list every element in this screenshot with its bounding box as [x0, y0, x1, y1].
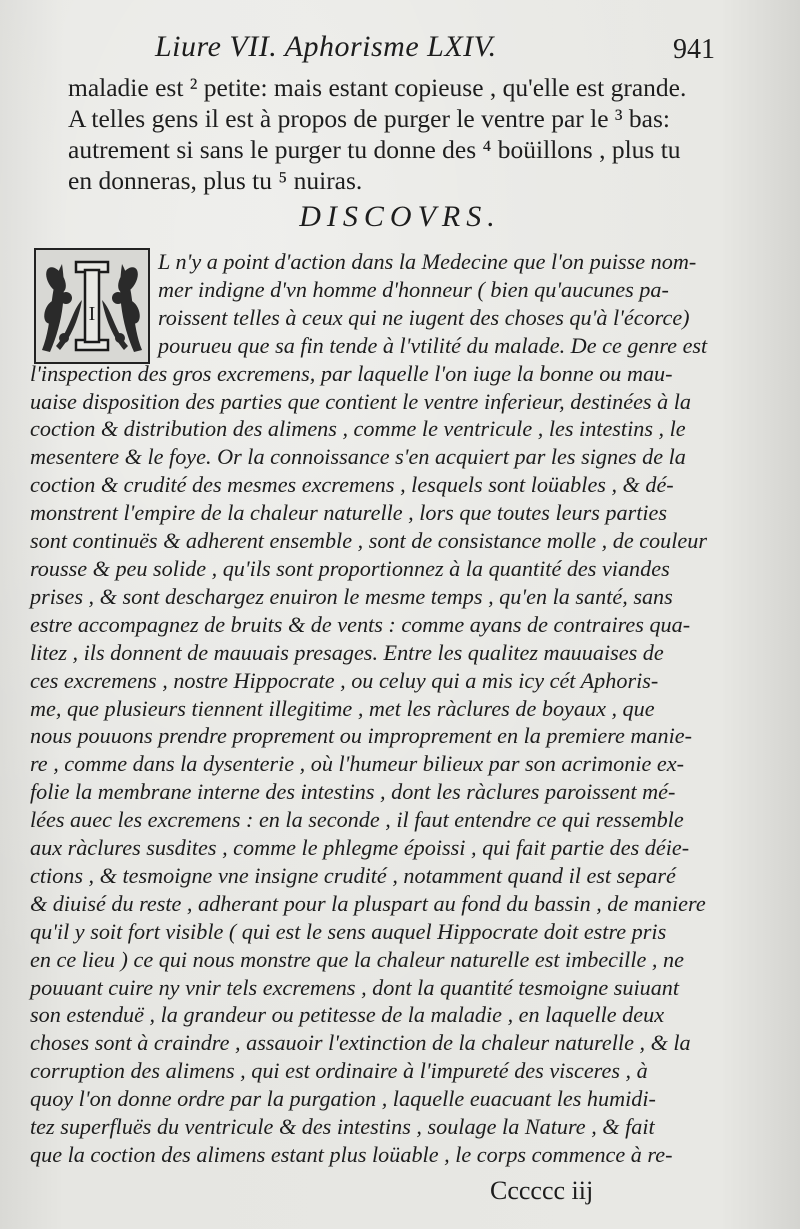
signature-mark: Cccccc iij — [490, 1176, 594, 1205]
text-line: en donneras, plus tu ⁵ nuiras. — [68, 166, 363, 195]
text-line: re , comme dans la dysenterie , où l'humeur bilieux par son acrimonie ex- — [30, 751, 684, 777]
text-line: aux ràclures susdites , comme le phlegme époissi , qui fait partie des déie- — [30, 835, 690, 861]
text-line: me, que plusieurs tiennent illegitime , met les ràclures de boyaux , que — [30, 695, 655, 721]
text-line: estre accompagnez de bruits & de vents : comme ayans de contraires qua- — [30, 611, 691, 637]
text-line: nous pouuons prendre proprement ou improprement en la premiere manie- — [30, 723, 693, 749]
running-head: Liure VII. Aphorisme LXIV. — [155, 30, 497, 63]
text-line: en ce lieu ) ce qui nous monstre que la chaleur naturelle est imbecille , ne — [30, 946, 684, 972]
text-line: coction & distribution des alimens , comme le ventricule , les intestins , le — [30, 416, 686, 442]
text-line: maladie est ² petite: mais estant copieuse , qu'elle est grande. — [68, 73, 687, 102]
text-line: tez superfluës du ventricule & des intestins , soulage la Nature , & fait — [30, 1114, 655, 1140]
text-line: folie la membrane interne des intestins , dont les ràclures paroissent mé- — [30, 779, 676, 805]
text-line: mer indigne d'vn homme d'honneur ( bien qu'aucunes pa- — [158, 276, 669, 302]
text-line: qu'il y soit fort visible ( qui est le sens auquel Hippocrate doit estre pris — [30, 918, 667, 944]
text-line: que la coction des alimens estant plus loüable , le corps commence à re- — [30, 1142, 673, 1167]
text-line: pourueu que sa fin tende à l'vtilité du malade. De ce genre est — [158, 332, 708, 358]
section-title: DISCOVRS. — [299, 200, 501, 233]
text-line: quoy l'on donne ordre par la purgation , laquelle euacuant les humidi- — [30, 1086, 656, 1112]
text-line: uaise disposition des parties que contient le ventre inferieur, destinées à la — [30, 388, 691, 414]
text-line: litez , ils donnent de mauuais presages. Entre les qualitez mauuaises de — [30, 639, 664, 665]
text-line: sont continuës & adherent ensemble , sont de consistance molle , de couleur — [30, 528, 707, 554]
text-line: A telles gens il est à propos de purger le ventre par le ³ bas: — [68, 104, 671, 133]
initial-letter: I — [88, 303, 96, 325]
text-line: corruption des alimens , qui est ordinaire à l'impureté des visceres , à — [30, 1058, 648, 1084]
page-header — [155, 30, 715, 70]
aphorism-text — [68, 72, 714, 196]
text-line: monstrent l'empire de la chaleur naturelle , lors que toutes leurs parties — [30, 500, 668, 526]
text-line: coction & crudité des mesmes excremens , lesquels sont loüables , & dé- — [30, 472, 674, 498]
text-line: lées auec les excremens : en la seconde , il faut entendre ce qui ressemble — [30, 807, 684, 833]
text-line: autrement si sans le purger tu donne des ⁴ boüillons , plus tu — [68, 135, 681, 164]
text-line: ctions , & tesmoigne vne insigne crudité , notamment quand il est separé — [30, 862, 676, 888]
discourse-text — [30, 248, 710, 1169]
text-line: l'inspection des gros excremens, par laquelle l'on iuge la bonne ou mau- — [30, 360, 673, 386]
text-line: choses sont à craindre , assauoir l'extinction de la chaleur naturelle , & la — [30, 1030, 691, 1056]
text-line: mesentere & le foye. Or la connoissance s'en acquiert par les signes de la — [30, 444, 686, 470]
text-line: rousse & peu solide , qu'ils sont proportionnez à la quantité des viandes — [30, 555, 670, 581]
text-line: L n'y a point d'action dans la Medecine que l'on puisse nom- — [158, 249, 697, 274]
text-line: pouuant cuire ny vnir tels excremens , dont la quantité tesmoigne suiuant — [30, 974, 680, 1000]
text-line: & diuisé du reste , adherant pour la pluspart au fond du bassin , de maniere — [30, 890, 706, 916]
text-line: roissent telles à ceux qui ne iugent des choses qu'à l'écorce) — [158, 304, 690, 330]
text-line: ces excremens , nostre Hippocrate , ou celuy qui a mis icy cét Aphoris- — [30, 667, 659, 693]
page-number: 941 — [673, 34, 715, 65]
text-line: son estenduë , la grandeur ou petitesse de la maladie , en laquelle deux — [30, 1002, 665, 1028]
text-line: prises , & sont deschargez enuiron le mesme temps , qu'en la santé, sans — [30, 583, 673, 609]
